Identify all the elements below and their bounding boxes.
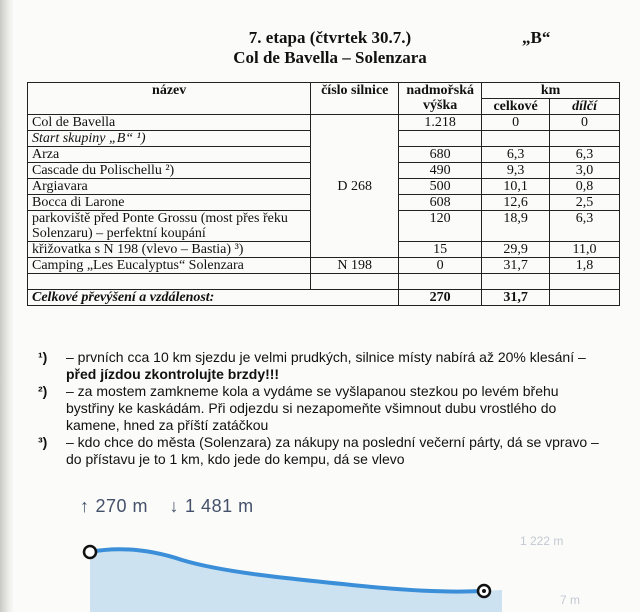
stage-title-line2: Col de Bavella – Solenzara [233,48,427,67]
header-partial: dílčí [550,99,620,115]
table-row [28,115,620,131]
min-elevation-label: 7 m [560,593,581,607]
footnote-warning: před jízdou zkontrolujte brzdy!!! [66,366,280,382]
header-name: název [28,83,311,115]
stage-title-line1: 7. etapa (čtvrtek 30.7.) [248,28,412,47]
row-alt: 500 [399,179,482,195]
row-road: N 198 [311,258,399,274]
row-partial: 3,0 [550,163,620,179]
summary-empty [550,290,620,306]
row-alt: 1.218 [399,115,482,131]
row-name: Cascade du Polischellu ²) [28,163,311,179]
row-name: Start skupiny „B“ ¹) [28,131,311,147]
row-total: 9,3 [482,163,550,179]
row-partial: 1,8 [550,258,620,274]
elevation-profile [62,526,640,612]
row-partial: 11,0 [550,242,620,258]
row-partial: 6,3 [550,211,620,242]
row-partial: 0 [550,115,620,131]
summary-altitude: 270 [399,290,482,306]
row-partial [550,131,620,147]
row-alt: 0 [399,258,482,274]
ascent-value: 270 m [95,496,149,516]
end-marker-dot [482,589,486,593]
row-name: Arza [28,147,311,163]
footnote-mark: ³) [38,434,48,450]
max-elevation-label: 1 222 m [520,534,564,548]
header-total: celkové [482,99,550,115]
row-total: 29,9 [482,242,550,258]
row-total: 6,3 [482,147,550,163]
footnote-3 [38,434,608,468]
summary-label: Celkové převýšení a vzdálenost: [28,290,399,306]
footnote-mark: ¹) [38,349,48,365]
row-partial: 0,8 [550,179,620,195]
row-total: 10,1 [482,179,550,195]
row-alt: 490 [399,163,482,179]
row-name: Argiavara [28,179,311,195]
elevation-stats [80,496,260,517]
row-total [482,131,550,147]
row-alt: 15 [399,242,482,258]
descent-value: 1 481 m [185,496,254,516]
row-total: 18,9 [482,211,550,242]
row-name: parkoviště před Ponte Grossu (most přes řeku Solenzaru) – perfektní koupání [28,211,311,242]
row-alt: 680 [399,147,482,163]
table-row [28,258,620,274]
row-name: Col de Bavella [28,115,311,131]
table-header-row [28,83,620,99]
header-road: číslo silnice [311,83,399,115]
row-alt: 120 [399,211,482,242]
row-total: 0 [482,115,550,131]
stage-title [160,28,500,68]
footnotes [38,349,608,468]
footnote-text: – za mostem zamkneme kola a vydáme se vyšlapanou stezkou po levém břehu bystřiny ke kaskádám. Při odjezdu si nezapomeňte všimnout dubu vrostlého do kamene, hned za příští zatáčkou [66,383,559,433]
row-alt [399,131,482,147]
row-name: Bocca di Larone [28,195,311,211]
group-label: „B“ [522,28,551,47]
row-partial: 6,3 [550,147,620,163]
row-name: Camping „Les Eucalyptus“ Solenzara [28,258,311,274]
footnote-text: – prvních cca 10 km sjezdu je velmi prudkých, silnice místy nabírá až 20% klesání – [66,349,586,365]
arrow-down-icon: ↓ [169,496,180,516]
table-spacer-row [28,274,620,290]
footnote-1 [38,349,608,383]
row-name: křižovatka s N 198 (vlevo – Bastia) ³) [28,242,311,258]
footnote-text: – kdo chce do města (Solenzara) za nákupy na poslední večerní párty, dá se vpravo – do přístavu je to 1 km, kdo jede do kempu, dá se vlevo [66,434,599,467]
table-summary-row [28,290,620,306]
summary-total: 31,7 [482,290,550,306]
route-table [27,82,620,306]
scan-edge-shadow [0,0,14,612]
row-total: 12,6 [482,195,550,211]
start-marker-icon [84,546,96,558]
header-altitude: nadmořská výška [399,83,482,115]
row-partial: 2,5 [550,195,620,211]
row-alt: 608 [399,195,482,211]
arrow-up-icon: ↑ [80,496,90,516]
header-km: km [482,83,620,99]
row-total: 31,7 [482,258,550,274]
footnote-mark: ²) [38,383,48,399]
footnote-2 [38,383,608,434]
road-cell: D 268 [311,115,399,258]
